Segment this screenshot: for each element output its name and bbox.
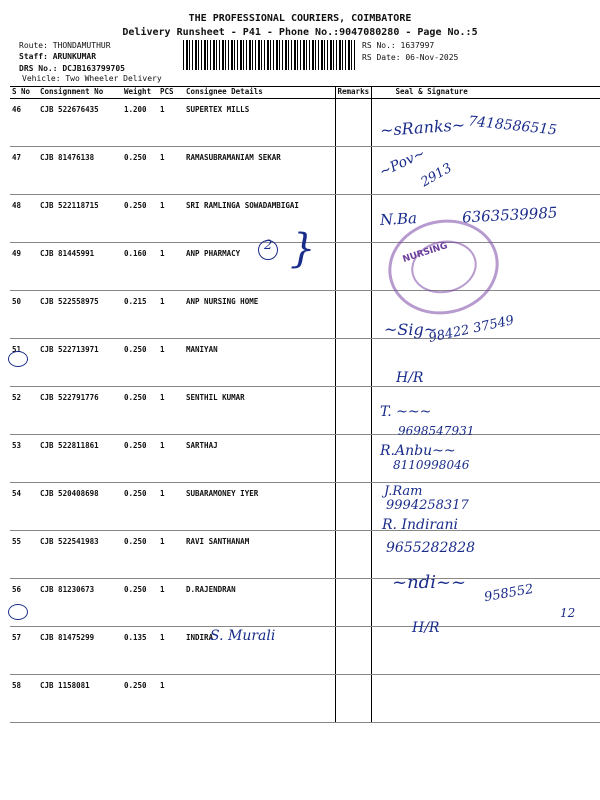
cell-seal-signature [371,627,600,675]
col-weight: Weight [122,87,158,99]
table-row [10,483,600,531]
cell-sno: 56 [10,579,38,627]
runsheet-subtitle: Delivery Runsheet - P41 - Phone No.:9047080280 - Page No.:5 [122,27,478,38]
cell-consignee: ANP PHARMACY [184,243,335,291]
cell-consignment: CJB 81475299 [38,627,122,675]
cell-remarks [335,243,371,291]
table-row [10,147,600,195]
cell-sno: 54 [10,483,38,531]
col-sno: S No [10,87,38,99]
cell-remarks [335,99,371,147]
stamp-text: NURSING [401,241,449,265]
cell-sno: 55 [10,531,38,579]
cell-weight: 0.135 [122,627,158,675]
handwriting-row-57-b: 12 [560,606,576,620]
cell-consignee: MANIYAN [184,339,335,387]
cell-remarks [335,435,371,483]
barcode [183,40,357,70]
cell-sno: 47 [10,147,38,195]
cell-remarks [335,483,371,531]
handwriting-row-48: 6363539985 [461,203,558,227]
cell-sno: 49 [10,243,38,291]
table-header-row [10,87,600,99]
signature-row-57: ~ndi~~ [392,572,467,593]
cell-weight: 0.250 [122,387,158,435]
handwriting-row-56-name: R. Indirani [382,517,458,533]
cell-consignee: SENTHIL KUMAR [184,387,335,435]
circle-mark-row-52 [8,351,28,367]
handwriting-row-58: H/R [412,620,440,636]
cell-weight: 0.215 [122,291,158,339]
table-row [10,339,600,387]
rs-date: RS Date: 06-Nov-2025 [362,53,459,62]
cell-consignment: CJB 1158081 [38,675,122,723]
cell-sno: 57 [10,627,38,675]
cell-pcs: 1 [158,99,184,147]
handwriting-row-52: H/R [396,370,424,386]
cell-consignee: INDIRA [184,627,335,675]
cell-consignment: CJB 522558975 [38,291,122,339]
col-seal-signature: Seal & Signature [371,87,600,99]
cell-weight: 1.200 [122,99,158,147]
staff-label: Staff: ARUNKUMAR [19,52,97,61]
table-row [10,675,600,723]
cell-consignment: CJB 81445991 [38,243,122,291]
handwriting-row-56: 9655282828 [386,540,476,556]
runsheet-table [10,86,600,723]
handwriting-row-57: 958552 [483,581,535,606]
cell-consignee: SARTHAJ [184,435,335,483]
cell-remarks [335,387,371,435]
cell-weight: 0.250 [122,339,158,387]
signature-row-54: R.Anbu~~ [380,443,456,459]
cell-consignee: SRI RAMLINGA SOWADAMBIGAI [184,195,335,243]
signature-row-55: J.Ram [384,484,423,499]
col-consignment: Consignment No [38,87,122,99]
cell-remarks [335,579,371,627]
circle-mark-row-49 [258,240,278,260]
cell-weight: 0.250 [122,147,158,195]
cell-pcs: 1 [158,627,184,675]
cell-weight: 0.160 [122,243,158,291]
drs-label: DRS No.: DCJB163799705 [19,64,125,73]
handwriting-row-49: 2 [264,238,273,253]
handwriting-row-54: 8110998046 [393,458,470,472]
cell-pcs: 1 [158,483,184,531]
cell-weight: 0.250 [122,579,158,627]
cell-consignment: CJB 81476138 [38,147,122,195]
cell-sno: 52 [10,387,38,435]
cell-weight: 0.250 [122,195,158,243]
cell-consignment: CJB 522811861 [38,435,122,483]
table-row [10,435,600,483]
handwriting-row-51: 98422 37549 [427,313,516,346]
cell-consignee: RAMASUBRAMANIAM SEKAR [184,147,335,195]
route-label: Route: THONDAMUTHUR [19,41,111,50]
cell-pcs: 1 [158,243,184,291]
cell-consignment: CJB 520408698 [38,483,122,531]
brace-mark-rows-49-50: } [290,226,316,272]
cell-weight: 0.250 [122,435,158,483]
col-pcs: PCS [158,87,184,99]
cell-consignee [184,675,335,723]
rs-number: RS No.: 1637997 [362,41,435,50]
cell-sno: 58 [10,675,38,723]
cell-consignee: D.RAJENDRAN [184,579,335,627]
cell-sno: 50 [10,291,38,339]
cell-pcs: 1 [158,579,184,627]
cell-pcs: 1 [158,387,184,435]
cell-weight: 0.250 [122,531,158,579]
table-row [10,387,600,435]
cell-remarks [335,339,371,387]
cell-weight: 0.250 [122,675,158,723]
cell-sno: 46 [10,99,38,147]
cell-consignee: ANP NURSING HOME [184,291,335,339]
col-remarks: Remarks [335,87,371,99]
table-row [10,531,600,579]
company-title: THE PROFESSIONAL COURIERS, COIMBATORE [188,13,412,24]
signature-row-51: ~Sig~ [384,320,438,339]
cell-consignment: CJB 522118715 [38,195,122,243]
cell-remarks [335,531,371,579]
handwriting-row-55: 9994258317 [386,498,469,513]
cell-consignee: SUBARAMONEY IYER [184,483,335,531]
cell-pcs: 1 [158,435,184,483]
cell-sno: 53 [10,435,38,483]
signature-row-46: ~sRanks~ [379,115,466,140]
cell-consignment: CJB 522541983 [38,531,122,579]
signature-row-47: ~Pov~ [376,145,428,181]
signature-row-58: S. Murali [210,628,276,644]
cell-sno: 48 [10,195,38,243]
handwriting-row-46: 7418586515 [467,113,558,139]
cell-consignment: CJB 522676435 [38,99,122,147]
cell-remarks [335,675,371,723]
cell-pcs: 1 [158,675,184,723]
cell-remarks [335,627,371,675]
cell-consignment: CJB 522713971 [38,339,122,387]
cell-remarks [335,195,371,243]
signature-row-53: T. ~~~ [380,404,432,420]
cell-consignee: RAVI SANTHANAM [184,531,335,579]
signature-row-48: N.Ba [379,209,418,229]
cell-pcs: 1 [158,147,184,195]
cell-pcs: 1 [158,195,184,243]
handwriting-row-53: 9698547931 [398,424,475,438]
cell-remarks [335,291,371,339]
cell-consignee: SUPERTEX MILLS [184,99,335,147]
table-row [10,627,600,675]
circle-mark-row-58 [8,604,28,620]
handwriting-row-47: 2913 [418,160,455,191]
col-consignee: Consignee Details [184,87,335,99]
cell-pcs: 1 [158,339,184,387]
cell-pcs: 1 [158,291,184,339]
cell-consignment: CJB 522791776 [38,387,122,435]
vehicle-label: Vehicle: Two Wheeler Delivery [22,74,162,83]
cell-sno: 51 [10,339,38,387]
cell-weight: 0.250 [122,483,158,531]
cell-seal-signature [371,675,600,723]
cell-consignment: CJB 81230673 [38,579,122,627]
cell-remarks [335,147,371,195]
cell-pcs: 1 [158,531,184,579]
